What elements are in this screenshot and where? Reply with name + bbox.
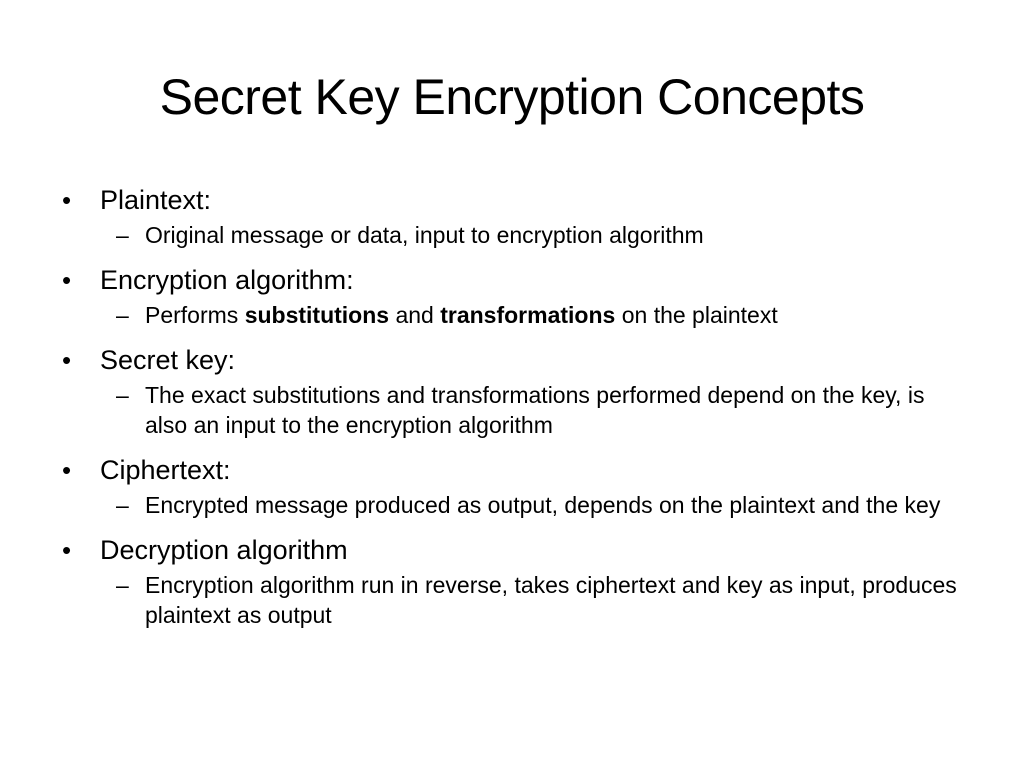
bullet-item-encryption-algorithm bbox=[62, 260, 962, 300]
bullet-icon: • bbox=[62, 455, 72, 485]
text-segment: on the plaintext bbox=[615, 302, 778, 328]
sub-item-secret-key bbox=[116, 380, 966, 440]
bullet-label: Decryption algorithm bbox=[100, 535, 348, 565]
slide-title: Secret Key Encryption Concepts bbox=[159, 69, 865, 125]
bold-term-substitutions: substitutions bbox=[244, 302, 390, 328]
bullet-icon: • bbox=[62, 535, 72, 565]
text-segment: Performs bbox=[145, 302, 245, 328]
bullet-item-ciphertext bbox=[62, 450, 962, 490]
dash-icon: – bbox=[116, 302, 129, 328]
bullet-item-secret-key bbox=[62, 340, 962, 380]
bullet-label: Ciphertext: bbox=[100, 455, 231, 485]
bullet-icon: • bbox=[62, 345, 72, 375]
sub-item-text: The exact substitutions and transformations performed depend on the key, is also an input to the encryption algorithm bbox=[145, 382, 925, 438]
bullet-label: Encryption algorithm: bbox=[100, 265, 354, 295]
sub-item-plaintext bbox=[116, 220, 966, 250]
bullet-label: Plaintext: bbox=[100, 185, 212, 215]
sub-item-decryption-algorithm bbox=[116, 570, 966, 630]
dash-icon: – bbox=[116, 382, 129, 408]
sub-item-text: Encrypted message produced as output, depends on the plaintext and the key bbox=[145, 492, 941, 518]
bullet-list bbox=[62, 180, 962, 640]
sub-item-text: Original message or data, input to encryption algorithm bbox=[145, 222, 704, 248]
bullet-icon: • bbox=[62, 185, 72, 215]
sub-item-ciphertext bbox=[116, 490, 966, 520]
sub-item-text: Encryption algorithm run in reverse, takes ciphertext and key as input, produces plaintext as output bbox=[145, 572, 957, 628]
bullet-item-plaintext bbox=[62, 180, 962, 220]
text-segment: and bbox=[389, 302, 441, 328]
dash-icon: – bbox=[116, 492, 129, 518]
bold-term-transformations: transformations bbox=[440, 302, 616, 328]
bullet-icon: • bbox=[62, 265, 72, 295]
dash-icon: – bbox=[116, 222, 129, 248]
bullet-item-decryption-algorithm bbox=[62, 530, 962, 570]
sub-item-text bbox=[145, 300, 966, 330]
sub-item-encryption-algorithm bbox=[116, 300, 966, 330]
bullet-label: Secret key: bbox=[100, 345, 236, 375]
dash-icon: – bbox=[116, 572, 129, 598]
